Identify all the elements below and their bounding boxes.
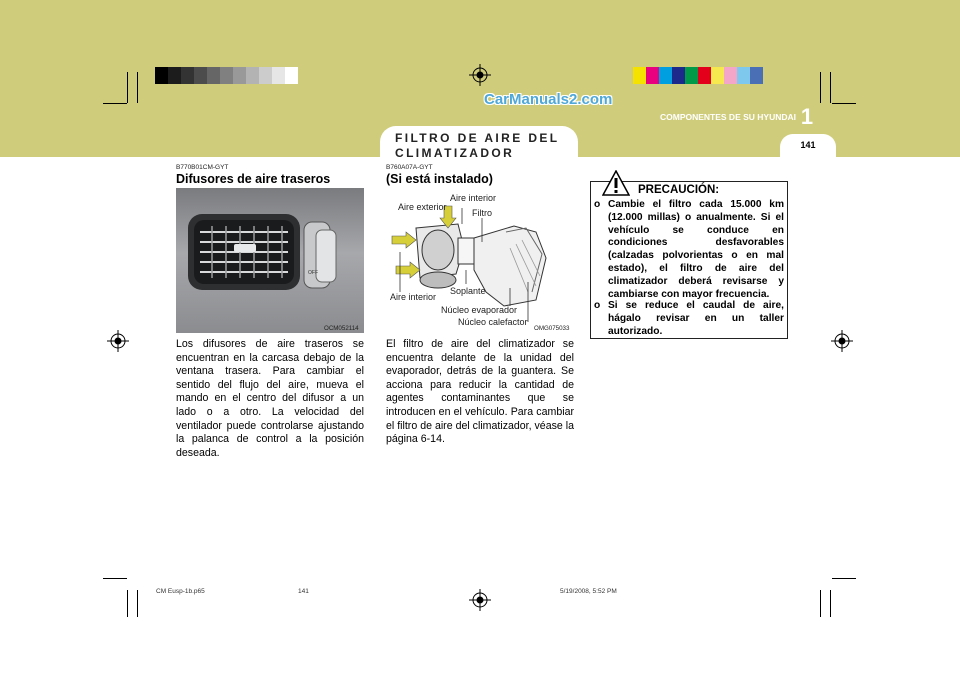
label-nucleo-calefactor: Núcleo calefactor xyxy=(458,317,528,327)
color-swatch xyxy=(272,67,285,84)
caution-bullet: o xyxy=(594,199,601,210)
label-aire-exterior: Aire exterior xyxy=(398,202,447,212)
color-swatch xyxy=(207,67,220,84)
page-number: 141 xyxy=(800,140,816,150)
crop-mark xyxy=(830,590,831,617)
color-swatch xyxy=(168,67,181,84)
footer-date: 5/19/2008, 5:52 PM xyxy=(560,588,617,595)
crop-mark xyxy=(103,578,127,579)
warning-triangle-icon xyxy=(602,170,630,196)
label-aire-interior-top: Aire interior xyxy=(450,193,497,203)
footer-page: 141 xyxy=(298,588,309,595)
registration-target-icon xyxy=(107,330,129,352)
middle-body-text: El filtro de aire del climatizador se encuentra delante de la unidad del evaporador, detrás de la guantera. Se acciona para reducir la cantidad de agentes contaminantes que se introducen en el vehículo. Para cambiar el filtro de aire del climatizador, véase la página 6-14. xyxy=(386,338,574,446)
color-swatch xyxy=(155,67,168,84)
middle-section-code: B760A07A-GYT xyxy=(386,164,433,171)
color-swatch xyxy=(711,67,724,84)
crop-mark xyxy=(103,103,127,104)
registration-target-icon xyxy=(469,64,491,86)
watermark[interactable]: CarManuals2.com xyxy=(484,91,613,108)
left-heading: Difusores de aire traseros xyxy=(176,172,331,186)
crop-mark xyxy=(127,72,128,103)
filtro-title: FILTRO DE AIRE DEL CLIMATIZADOR xyxy=(395,131,560,160)
label-aire-interior-bottom: Aire interior xyxy=(390,292,437,302)
left-image-caption: OCM052114 xyxy=(324,325,359,332)
color-swatch xyxy=(685,67,698,84)
crop-mark xyxy=(820,590,821,617)
crop-mark xyxy=(830,72,831,103)
color-swatch xyxy=(659,67,672,84)
middle-heading: (Si está instalado) xyxy=(386,172,493,186)
color-swatch xyxy=(220,67,233,84)
caution-item xyxy=(594,199,784,301)
crop-mark xyxy=(832,578,856,579)
color-calibration-bar xyxy=(633,67,763,84)
color-swatch xyxy=(194,67,207,84)
color-swatch xyxy=(233,67,246,84)
vent-photo-icon xyxy=(176,188,364,333)
crop-mark xyxy=(137,72,138,103)
color-swatch xyxy=(646,67,659,84)
climate-filter-diagram xyxy=(386,188,574,333)
caution-bullet: o xyxy=(594,300,601,311)
caution-item-text: Cambie el filtro cada 15.000 km (12.000 millas) o anualmente. Si el vehículo se conduce en condiciones desfavorables (calzadas polvorientas o en mal estado), el filtro de aire del climatizador deberá revisarse y cambiarse con mayor frecuencia. xyxy=(608,199,784,300)
registration-target-icon xyxy=(831,330,853,352)
color-swatch xyxy=(259,67,272,84)
caution-item xyxy=(594,300,784,338)
crop-mark xyxy=(820,72,821,103)
color-swatch xyxy=(750,67,763,84)
crop-mark xyxy=(832,103,856,104)
color-swatch xyxy=(285,67,298,84)
registration-target-icon xyxy=(469,589,491,611)
color-swatch xyxy=(181,67,194,84)
section-title: COMPONENTES DE SU HYUNDAI xyxy=(659,112,796,122)
middle-image-caption: OMG075033 xyxy=(534,325,570,332)
color-swatch xyxy=(672,67,685,84)
label-nucleo-evaporador: Núcleo evaporador xyxy=(441,305,518,315)
caution-title: PRECAUCIÓN: xyxy=(638,184,720,196)
label-filtro: Filtro xyxy=(472,208,492,218)
chapter-number: 1 xyxy=(800,104,814,129)
color-swatch xyxy=(698,67,711,84)
label-soplante: Soplante xyxy=(450,286,486,296)
color-swatch xyxy=(724,67,737,84)
color-swatch xyxy=(633,67,646,84)
crop-mark xyxy=(127,590,128,617)
footer-file: CM Eusp-1b.p65 xyxy=(156,588,205,595)
left-section-code: B770B01CM-GYT xyxy=(176,164,229,171)
vent-off-label: OFF xyxy=(308,270,318,276)
crop-mark xyxy=(137,590,138,617)
grey-calibration-bar xyxy=(155,67,298,84)
left-body-text: Los difusores de aire traseros se encuentran en la carcasa debajo de la ventana trasera. Para cambiar el sentido del flujo del aire, mueva el mando en el centro del difusor a un lado o a otro. La velocidad del ventilador puede controlarse ajustando la palanca de control a la posición deseada. xyxy=(176,338,364,459)
rear-vent-photo xyxy=(176,188,364,333)
color-swatch xyxy=(246,67,259,84)
color-swatch xyxy=(737,67,750,84)
caution-item-text: Si se reduce el caudal de aire, hágalo revisar en un taller autorizado. xyxy=(608,300,784,337)
